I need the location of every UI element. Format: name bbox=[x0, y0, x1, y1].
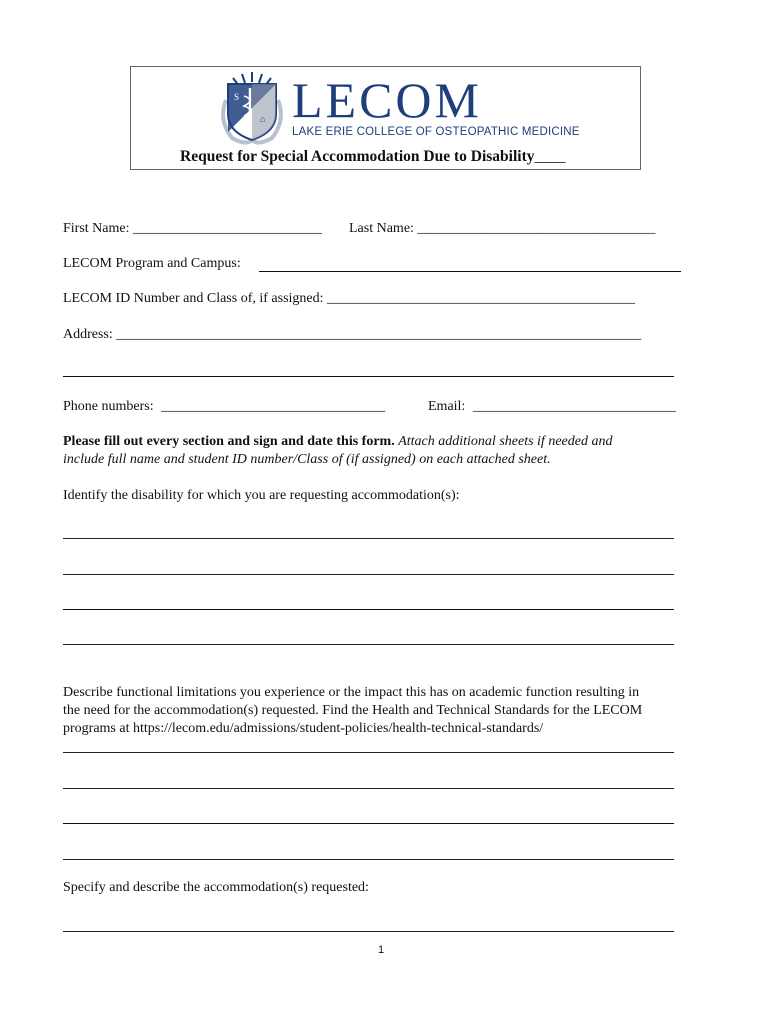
disability-line-4[interactable] bbox=[63, 644, 674, 645]
limitations-line-b[interactable] bbox=[63, 788, 674, 789]
disability-prompt: Identify the disability for which you are requesting accommodation(s): bbox=[63, 488, 460, 503]
document-title-text: Request for Special Accommodation Due to Disability bbox=[180, 148, 535, 165]
accommodation-line-1[interactable] bbox=[63, 931, 674, 932]
disability-line-2[interactable] bbox=[63, 574, 674, 575]
instructions-italic-2: include full name and student ID number/Class of (if assigned) on each attached sheet. bbox=[63, 452, 551, 467]
limitations-line-d[interactable] bbox=[63, 859, 674, 860]
logo-subtitle: LAKE ERIE COLLEGE OF OSTEOPATHIC MEDICINE bbox=[292, 126, 580, 138]
instructions bbox=[63, 433, 612, 469]
title-trailing-blank: ____ bbox=[534, 148, 566, 165]
id-number-blank[interactable]: ____________________________________________ bbox=[327, 291, 636, 306]
address-label: Address: bbox=[63, 327, 113, 342]
instructions-italic-1: Attach additional sheets if needed and bbox=[398, 434, 613, 449]
id-number-field[interactable] bbox=[63, 291, 635, 307]
first-name-label: First Name: bbox=[63, 221, 130, 236]
limitations-line-c[interactable] bbox=[63, 823, 674, 824]
first-name-blank[interactable]: ___________________________ bbox=[133, 221, 322, 236]
lecom-seal-icon bbox=[216, 70, 288, 146]
email-field[interactable] bbox=[428, 399, 676, 415]
email-label: Email: bbox=[428, 399, 466, 414]
phone-label: Phone numbers: bbox=[63, 399, 154, 414]
page-number: 1 bbox=[378, 944, 385, 956]
disability-line-3[interactable] bbox=[63, 609, 674, 610]
svg-text:S: S bbox=[234, 92, 240, 102]
logo-wordmark: LECOM bbox=[292, 72, 482, 128]
phone-field[interactable] bbox=[63, 399, 385, 415]
last-name-label: Last Name: bbox=[349, 221, 414, 236]
limitations-line-1: Describe functional limitations you experience or the impact this has on academic function resulting in bbox=[63, 685, 640, 700]
address-blank[interactable]: ___________________________________________________________________________ bbox=[116, 327, 642, 342]
first-name-field[interactable] bbox=[63, 221, 322, 237]
limitations-line-3: programs at https://lecom.edu/admissions/student-policies/health-technical-standards/ bbox=[63, 721, 544, 736]
limitations-line-a[interactable] bbox=[63, 752, 674, 753]
address-field[interactable] bbox=[63, 327, 641, 343]
address-line-2[interactable] bbox=[63, 376, 674, 377]
last-name-field[interactable] bbox=[349, 221, 655, 237]
limitations-prompt bbox=[63, 684, 642, 738]
limitations-line-2: the need for the accommodation(s) requested. Find the Health and Technical Standards for the LECOM bbox=[63, 703, 643, 718]
program-campus-label: LECOM Program and Campus: bbox=[63, 256, 241, 271]
phone-blank[interactable]: ________________________________ bbox=[161, 399, 386, 414]
last-name-blank[interactable]: __________________________________ bbox=[417, 221, 656, 236]
program-campus-line[interactable] bbox=[259, 271, 681, 272]
email-blank[interactable]: _____________________________ bbox=[472, 399, 676, 414]
accommodation-prompt: Specify and describe the accommodation(s) requested: bbox=[63, 880, 369, 895]
document-title bbox=[180, 148, 565, 166]
disability-line-1[interactable] bbox=[63, 538, 674, 539]
svg-text:⌂: ⌂ bbox=[260, 114, 266, 124]
id-number-label: LECOM ID Number and Class of, if assigned: bbox=[63, 291, 324, 306]
instructions-bold: Please fill out every section and sign and date this form. bbox=[63, 434, 395, 449]
